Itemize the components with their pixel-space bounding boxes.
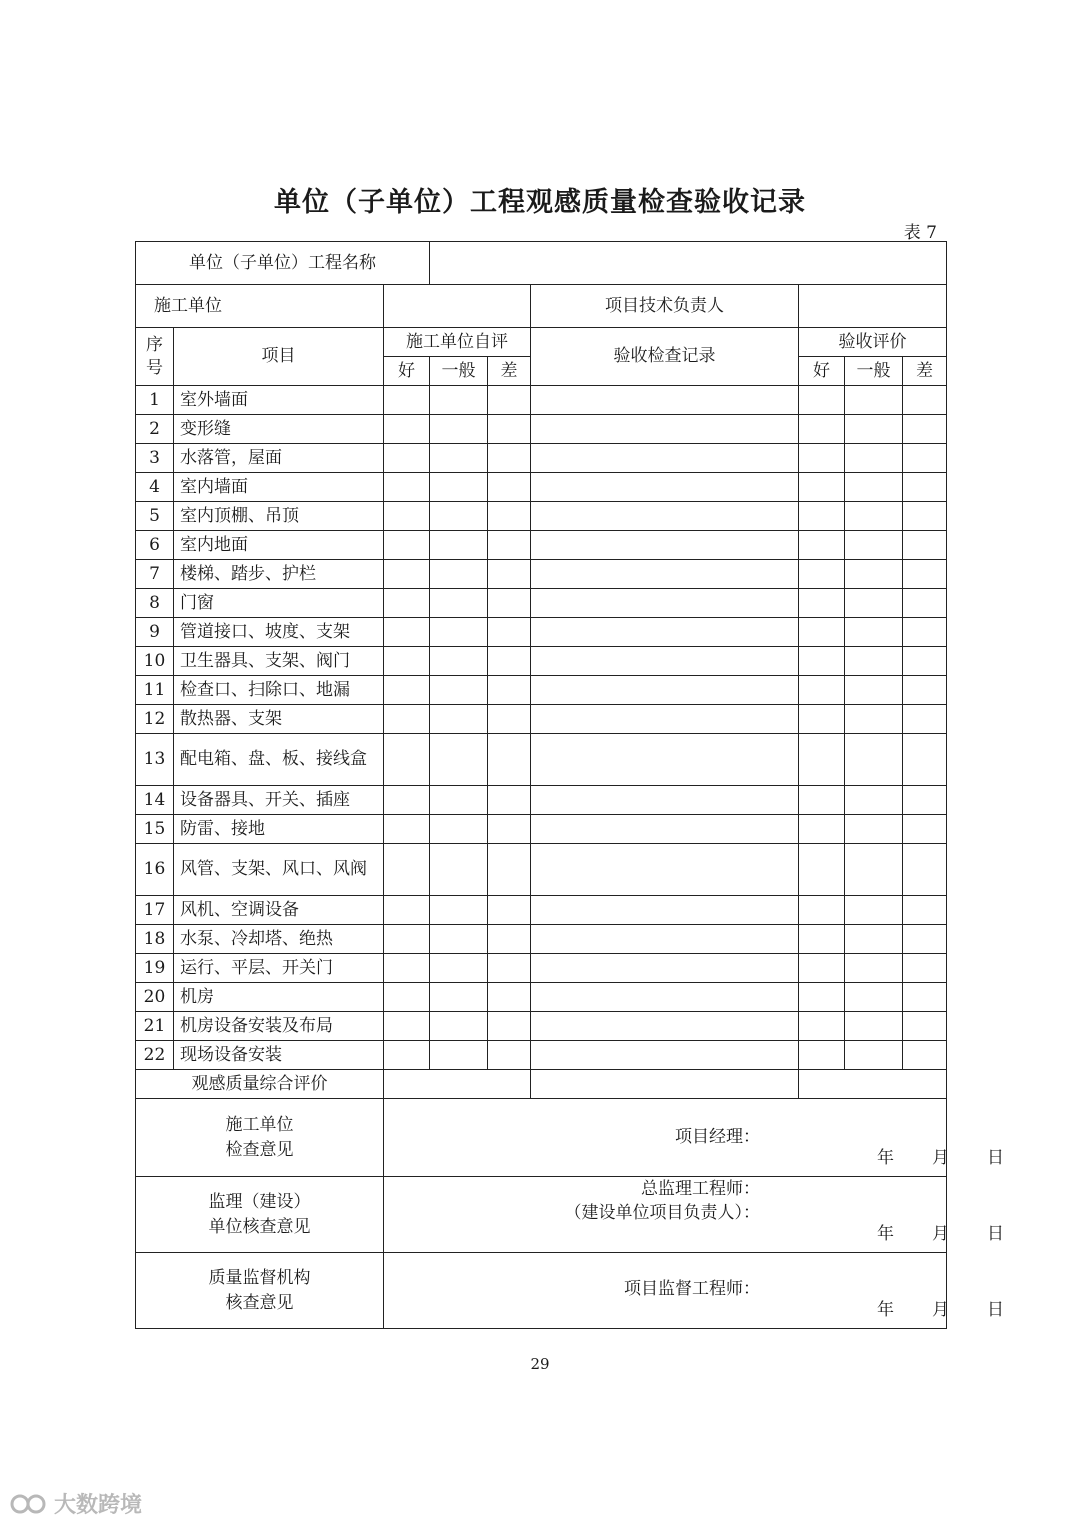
accept-average-cell[interactable] (845, 589, 903, 618)
project-manager-label: 项目经理： (675, 1127, 761, 1147)
accept-poor-cell[interactable] (903, 734, 947, 786)
accept-average-cell[interactable] (845, 844, 903, 896)
self-poor-cell[interactable] (488, 560, 531, 589)
self-poor-cell[interactable] (488, 647, 531, 676)
inspection-record-cell[interactable] (531, 415, 799, 444)
self-poor-cell[interactable] (488, 502, 531, 531)
inspection-record-cell[interactable] (531, 647, 799, 676)
accept-poor-cell[interactable] (903, 786, 947, 815)
row-number: 15 (136, 815, 174, 844)
owner-rep-label: （建设单位项目负责人）： (564, 1203, 761, 1223)
self-good-cell[interactable] (384, 705, 430, 734)
inspection-record-cell[interactable] (531, 1012, 799, 1041)
accept-poor-cell[interactable] (903, 1041, 947, 1070)
inspection-record-cell[interactable] (531, 896, 799, 925)
accept-poor-cell[interactable] (903, 983, 947, 1012)
summary-self-eval-cell[interactable] (384, 1070, 531, 1099)
accept-poor-cell[interactable] (903, 925, 947, 954)
column-header-row-1 (136, 328, 947, 357)
inspection-record-cell[interactable] (531, 786, 799, 815)
contractor-opinion-month-label: 月 (932, 1148, 949, 1168)
inspection-record-cell[interactable] (531, 473, 799, 502)
accept-average-cell[interactable] (845, 502, 903, 531)
inspection-record-header: 验收检查记录 (531, 328, 799, 386)
self-average-cell[interactable] (430, 786, 488, 815)
self-average-cell[interactable] (430, 618, 488, 647)
self-good-cell[interactable] (384, 1041, 430, 1070)
inspection-record-cell[interactable] (531, 386, 799, 415)
self-average-cell[interactable] (430, 925, 488, 954)
row-item: 风机、空调设备 (174, 896, 384, 925)
accept-poor-cell[interactable] (903, 954, 947, 983)
accept-poor-cell[interactable] (903, 444, 947, 473)
row-item: 运行、平层、开关门 (174, 954, 384, 983)
self-average-cell[interactable] (430, 896, 488, 925)
table-row (136, 473, 947, 502)
summary-accept-eval-cell[interactable] (799, 1070, 947, 1099)
chief-supervisor-label: 总监理工程师： (641, 1179, 761, 1199)
self-good-cell[interactable] (384, 415, 430, 444)
row-item: 变形缝 (174, 415, 384, 444)
accept-poor-header: 差 (903, 357, 947, 386)
inspection-record-cell[interactable] (531, 444, 799, 473)
self-average-cell[interactable] (430, 705, 488, 734)
accept-poor-cell[interactable] (903, 560, 947, 589)
accept-average-cell[interactable] (845, 444, 903, 473)
self-good-cell[interactable] (384, 618, 430, 647)
self-poor-cell[interactable] (488, 815, 531, 844)
accept-good-cell[interactable] (799, 705, 845, 734)
accept-average-header: 一般 (845, 357, 903, 386)
inspection-record-cell[interactable] (531, 589, 799, 618)
self-average-cell[interactable] (430, 647, 488, 676)
self-good-header: 好 (384, 357, 430, 386)
row-item: 室内墙面 (174, 473, 384, 502)
table-row (136, 560, 947, 589)
accept-good-cell[interactable] (799, 618, 845, 647)
row-number: 1 (136, 386, 174, 415)
self-poor-cell[interactable] (488, 983, 531, 1012)
self-good-cell[interactable] (384, 815, 430, 844)
accept-good-header: 好 (799, 357, 845, 386)
self-poor-cell[interactable] (488, 734, 531, 786)
row-number: 10 (136, 647, 174, 676)
supervisor-opinion-content[interactable] (384, 1177, 1004, 1253)
accept-good-cell[interactable] (799, 983, 845, 1012)
row-number: 18 (136, 925, 174, 954)
accept-poor-cell[interactable] (903, 1012, 947, 1041)
inspection-form-table (135, 241, 1004, 1329)
quality-agency-opinion-day-label: 日 (987, 1300, 1004, 1320)
row-number: 5 (136, 502, 174, 531)
row-item: 设备器具、开关、插座 (174, 786, 384, 815)
self-poor-cell[interactable] (488, 1012, 531, 1041)
self-good-cell[interactable] (384, 896, 430, 925)
project-supervisor-label: 项目监督工程师： (624, 1279, 761, 1299)
table-row (136, 896, 947, 925)
table-row (136, 415, 947, 444)
accept-average-cell[interactable] (845, 954, 903, 983)
row-item: 楼梯、踏步、护栏 (174, 560, 384, 589)
watermark-logo-icon (10, 1492, 48, 1516)
accept-good-cell[interactable] (799, 502, 845, 531)
accept-average-cell[interactable] (845, 983, 903, 1012)
quality-agency-opinion (136, 1253, 947, 1329)
supervisor-opinion-day-label: 日 (987, 1224, 1004, 1244)
inspection-record-cell[interactable] (531, 676, 799, 705)
accept-poor-cell[interactable] (903, 844, 947, 896)
self-good-cell[interactable] (384, 473, 430, 502)
project-name-label: 单位（子单位）工程名称 (136, 242, 430, 285)
self-average-cell[interactable] (430, 473, 488, 502)
self-average-cell[interactable] (430, 589, 488, 618)
self-average-cell[interactable] (430, 415, 488, 444)
accept-poor-cell[interactable] (903, 589, 947, 618)
self-eval-header: 施工单位自评 (384, 328, 531, 357)
table-row (136, 1041, 947, 1070)
self-average-cell[interactable] (430, 386, 488, 415)
table-row (136, 676, 947, 705)
row-number: 21 (136, 1012, 174, 1041)
page-number: 29 (530, 1355, 550, 1373)
self-poor-cell[interactable] (488, 415, 531, 444)
self-average-cell[interactable] (430, 560, 488, 589)
inspection-record-cell[interactable] (531, 560, 799, 589)
row-item: 散热器、支架 (174, 705, 384, 734)
inspection-record-cell[interactable] (531, 925, 799, 954)
accept-poor-cell[interactable] (903, 647, 947, 676)
supervisor-opinion-month-label: 月 (932, 1224, 949, 1244)
row-item: 风管、支架、风口、风阀 (174, 844, 384, 896)
inspection-record-cell[interactable] (531, 502, 799, 531)
table-row (136, 386, 947, 415)
project-name-row (136, 242, 947, 285)
row-item: 门窗 (174, 589, 384, 618)
document-title: 单位（子单位）工程观感质量检查验收记录 (274, 187, 806, 218)
accept-good-cell[interactable] (799, 786, 845, 815)
row-number: 12 (136, 705, 174, 734)
row-item: 室内地面 (174, 531, 384, 560)
row-number: 16 (136, 844, 174, 896)
accept-good-cell[interactable] (799, 1012, 845, 1041)
inspection-record-cell[interactable] (531, 983, 799, 1012)
inspection-record-cell[interactable] (531, 618, 799, 647)
self-good-cell[interactable] (384, 676, 430, 705)
self-poor-cell[interactable] (488, 386, 531, 415)
watermark (10, 1488, 142, 1519)
row-item: 机房设备安装及布局 (174, 1012, 384, 1041)
self-poor-cell[interactable] (488, 925, 531, 954)
accept-poor-cell[interactable] (903, 531, 947, 560)
accept-poor-cell[interactable] (903, 618, 947, 647)
accept-good-cell[interactable] (799, 444, 845, 473)
table-row (136, 531, 947, 560)
self-good-cell[interactable] (384, 983, 430, 1012)
self-average-header: 一般 (430, 357, 488, 386)
self-poor-cell[interactable] (488, 676, 531, 705)
self-poor-cell[interactable] (488, 786, 531, 815)
accept-good-cell[interactable] (799, 896, 845, 925)
summary-record-cell[interactable] (531, 1070, 799, 1099)
self-poor-header: 差 (488, 357, 531, 386)
accept-average-cell[interactable] (845, 705, 903, 734)
row-number: 20 (136, 983, 174, 1012)
accept-average-cell[interactable] (845, 815, 903, 844)
contractor-opinion-day-label: 日 (987, 1148, 1004, 1168)
accept-poor-cell[interactable] (903, 473, 947, 502)
accept-poor-cell[interactable] (903, 415, 947, 444)
self-good-cell[interactable] (384, 444, 430, 473)
self-good-cell[interactable] (384, 560, 430, 589)
contractor-opinion-year-label: 年 (877, 1148, 894, 1168)
item-header: 项目 (174, 328, 384, 386)
self-good-cell[interactable] (384, 954, 430, 983)
supervisor-opinion-year-label: 年 (877, 1224, 894, 1244)
quality-agency-opinion-year-label: 年 (877, 1300, 894, 1320)
self-average-cell[interactable] (430, 815, 488, 844)
acceptance-eval-header: 验收评价 (799, 328, 947, 357)
table-row (136, 589, 947, 618)
accept-average-cell[interactable] (845, 896, 903, 925)
accept-poor-cell[interactable] (903, 502, 947, 531)
self-average-cell[interactable] (430, 444, 488, 473)
accept-average-cell[interactable] (845, 415, 903, 444)
self-good-cell[interactable] (384, 734, 430, 786)
table-row (136, 502, 947, 531)
row-item: 室内顶棚、吊顶 (174, 502, 384, 531)
row-number: 7 (136, 560, 174, 589)
inspection-record-cell[interactable] (531, 531, 799, 560)
inspection-record-cell[interactable] (531, 815, 799, 844)
accept-poor-cell[interactable] (903, 815, 947, 844)
row-item: 室外墙面 (174, 386, 384, 415)
accept-average-cell[interactable] (845, 734, 903, 786)
self-average-cell[interactable] (430, 1041, 488, 1070)
accept-good-cell[interactable] (799, 844, 845, 896)
accept-good-cell[interactable] (799, 815, 845, 844)
self-good-cell[interactable] (384, 589, 430, 618)
table-row (136, 983, 947, 1012)
row-item: 卫生器具、支架、阀门 (174, 647, 384, 676)
table-row (136, 815, 947, 844)
table-row (136, 734, 947, 786)
table-number: 表 7 (903, 223, 937, 243)
accept-good-cell[interactable] (799, 1041, 845, 1070)
table-row (136, 925, 947, 954)
accept-good-cell[interactable] (799, 925, 845, 954)
self-average-cell[interactable] (430, 983, 488, 1012)
self-average-cell[interactable] (430, 676, 488, 705)
quality-agency-opinion-month-label: 月 (932, 1300, 949, 1320)
watermark-text: 大数跨境 (54, 1493, 143, 1518)
row-number: 3 (136, 444, 174, 473)
row-item: 机房 (174, 983, 384, 1012)
self-good-cell[interactable] (384, 647, 430, 676)
self-poor-cell[interactable] (488, 896, 531, 925)
row-number: 19 (136, 954, 174, 983)
table-row (136, 705, 947, 734)
accept-poor-cell[interactable] (903, 896, 947, 925)
accept-average-cell[interactable] (845, 676, 903, 705)
quality-agency-opinion-label: 质量监督机构 核查意见 (136, 1253, 384, 1329)
row-number: 17 (136, 896, 174, 925)
accept-average-cell[interactable] (845, 531, 903, 560)
inspection-record-cell[interactable] (531, 1041, 799, 1070)
accept-average-cell[interactable] (845, 386, 903, 415)
self-good-cell[interactable] (384, 531, 430, 560)
row-number: 13 (136, 734, 174, 786)
self-average-cell[interactable] (430, 502, 488, 531)
table-row (136, 618, 947, 647)
summary-label: 观感质量综合评价 (136, 1070, 384, 1099)
self-good-cell[interactable] (384, 386, 430, 415)
table-row (136, 844, 947, 896)
supervisor-opinion-label: 监理（建设） 单位核查意见 (136, 1177, 384, 1253)
self-poor-cell[interactable] (488, 589, 531, 618)
tech-lead-field[interactable] (799, 285, 947, 328)
accept-average-cell[interactable] (845, 647, 903, 676)
table-row (136, 1012, 947, 1041)
row-item: 水落管，屋面 (174, 444, 384, 473)
accept-average-cell[interactable] (845, 786, 903, 815)
self-poor-cell[interactable] (488, 618, 531, 647)
table-row (136, 786, 947, 815)
accept-good-cell[interactable] (799, 473, 845, 502)
self-poor-cell[interactable] (488, 705, 531, 734)
accept-poor-cell[interactable] (903, 386, 947, 415)
accept-good-cell[interactable] (799, 647, 845, 676)
row-item: 防雷、接地 (174, 815, 384, 844)
row-item: 水泵、冷却塔、绝热 (174, 925, 384, 954)
table-row (136, 954, 947, 983)
supervisor-opinion (136, 1177, 947, 1253)
contractor-opinion-label: 施工单位 检查意见 (136, 1099, 384, 1177)
accept-average-cell[interactable] (845, 618, 903, 647)
accept-average-cell[interactable] (845, 560, 903, 589)
self-average-cell[interactable] (430, 734, 488, 786)
self-good-cell[interactable] (384, 1012, 430, 1041)
accept-good-cell[interactable] (799, 734, 845, 786)
quality-agency-opinion-content[interactable] (384, 1253, 1004, 1329)
self-good-cell[interactable] (384, 925, 430, 954)
self-poor-cell[interactable] (488, 531, 531, 560)
row-number: 22 (136, 1041, 174, 1070)
row-number: 11 (136, 676, 174, 705)
inspection-record-cell[interactable] (531, 734, 799, 786)
self-poor-cell[interactable] (488, 444, 531, 473)
row-item: 现场设备安装 (174, 1041, 384, 1070)
self-poor-cell[interactable] (488, 954, 531, 983)
self-average-cell[interactable] (430, 531, 488, 560)
row-number: 9 (136, 618, 174, 647)
inspection-record-cell[interactable] (531, 954, 799, 983)
row-item: 配电箱、盘、板、接线盒 (174, 734, 384, 786)
summary-row (136, 1070, 947, 1099)
accept-good-cell[interactable] (799, 560, 845, 589)
accept-average-cell[interactable] (845, 1041, 903, 1070)
row-item: 管道接口、坡度、支架 (174, 618, 384, 647)
accept-good-cell[interactable] (799, 589, 845, 618)
table-row (136, 647, 947, 676)
accept-good-cell[interactable] (799, 415, 845, 444)
self-good-cell[interactable] (384, 502, 430, 531)
inspection-record-cell[interactable] (531, 705, 799, 734)
accept-average-cell[interactable] (845, 473, 903, 502)
accept-good-cell[interactable] (799, 676, 845, 705)
accept-average-cell[interactable] (845, 925, 903, 954)
accept-average-cell[interactable] (845, 1012, 903, 1041)
accept-poor-cell[interactable] (903, 676, 947, 705)
row-item: 检查口、扫除口、地漏 (174, 676, 384, 705)
self-poor-cell[interactable] (488, 844, 531, 896)
accept-poor-cell[interactable] (903, 705, 947, 734)
contractor-field[interactable] (384, 285, 531, 328)
project-name-field[interactable] (430, 242, 947, 285)
self-average-cell[interactable] (430, 844, 488, 896)
accept-good-cell[interactable] (799, 954, 845, 983)
self-good-cell[interactable] (384, 786, 430, 815)
self-good-cell[interactable] (384, 844, 430, 896)
self-poor-cell[interactable] (488, 1041, 531, 1070)
seq-header: 序 号 (136, 328, 174, 386)
row-number: 4 (136, 473, 174, 502)
contractor-row (136, 285, 947, 328)
self-average-cell[interactable] (430, 1012, 488, 1041)
contractor-opinion-content[interactable] (384, 1099, 1004, 1177)
row-number: 8 (136, 589, 174, 618)
table-row (136, 444, 947, 473)
inspection-record-cell[interactable] (531, 844, 799, 896)
contractor-label: 施工单位 (136, 285, 384, 328)
accept-good-cell[interactable] (799, 386, 845, 415)
row-number: 14 (136, 786, 174, 815)
accept-good-cell[interactable] (799, 531, 845, 560)
row-number: 2 (136, 415, 174, 444)
self-average-cell[interactable] (430, 954, 488, 983)
self-poor-cell[interactable] (488, 473, 531, 502)
row-number: 6 (136, 531, 174, 560)
contractor-opinion (136, 1099, 947, 1177)
tech-lead-label: 项目技术负责人 (531, 285, 799, 328)
